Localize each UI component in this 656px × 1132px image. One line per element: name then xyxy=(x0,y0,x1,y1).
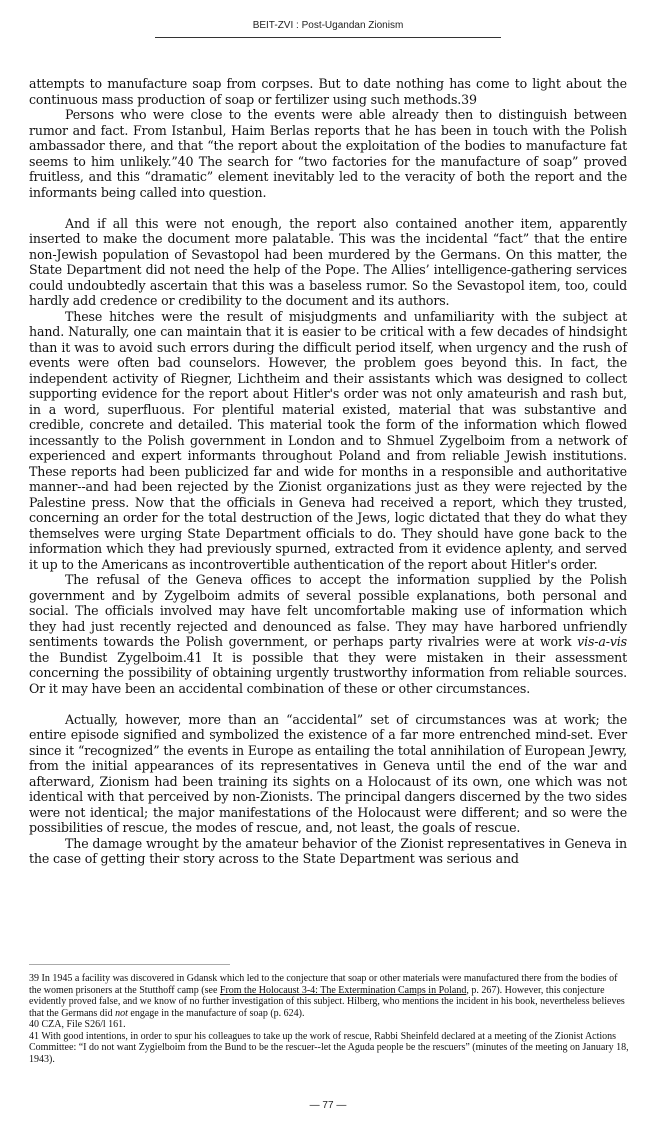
footnote-text: 39 In 1945 a facility was discovered in Gdansk which led to the conjecture that soap or other materials were manufactured there from the bodies of the women prisoners at the Stutthoff camp (see xyxy=(29,973,618,996)
paragraph: The damage wrought by the amateur behavior of the Zionist representatives in Geneva in the case of getting their story across to the State Department was serious and xyxy=(29,835,627,866)
paragraph: Actually, however, more than an “accidental” set of circumstances was at work; the entire episode signified and symbolized the existence of a far more entrenched mind-set. Ever since it “recognized” the events in Europe as entailing the total annihilation of European Jewry, from the initial appearances of its representatives in Geneva until the end of the war and afterward, Zionism had been training its sights on a Holocaust of its own, one which was not identical with that perceived by non-Zionists. The principal dangers discerned by the two sides were not identical; the major manifestations of the Holocaust were different; and so were the possibilities of rescue, the modes of rescue, and, not least, the goals of rescue. xyxy=(29,711,627,835)
paragraph-text: the Bundist Zygelboim.41 It is possible that they were mistaken in their assessment concerning the possibility of obtaining urgently trustworthy information from reliable sources. Or it may have been an accidental combination of these or other circumstances. xyxy=(29,649,627,696)
footnote-40: 40 CZA, File S26/l 161. xyxy=(29,1019,126,1030)
footnote-text: engage in the manufacture of soap (p. 624). xyxy=(127,1007,305,1019)
footnote-separator xyxy=(29,964,230,965)
paragraph: And if all this were not enough, the report also contained another item, apparently inserted to make the document more palatable. This was the incidental “fact” that the entire non-Jewish population of Sevastopol had been murdered by the Germans. On this matter, the State Department did not need the help of the Pope. The Allies’ intelligence-gathering services could undoubtedly ascertain that this was a baseless rumor. So the Sevastopol item, too, could hardly add credence or credibility to the document and its authors. xyxy=(29,215,627,308)
footnote-39 xyxy=(29,973,629,1019)
running-header: BEIT-ZVI : Post-Ugandan Zionism xyxy=(252,20,404,31)
body-text xyxy=(29,76,627,867)
paragraph: attempts to manufacture soap from corpses. But to date nothing has come to light about the continuous mass production of soap or fertilizer using such methods.39 xyxy=(29,76,627,107)
paragraph: Persons who were close to the events were able already then to distinguish between rumor and fact. From Istanbul, Haim Berlas reports that he has been in touch with the Polish ambassador there, and that “the report about the exploitation of the bodies to manufacture fat seems to him unlikely.”40 The search for “two factories for the manufacture of soap” proved fruitless, and this “dramatic” element inevitably led to the veracity of both the report and the informants being called into question. xyxy=(29,107,627,200)
page-number: — 77 — xyxy=(309,1100,347,1111)
paragraph xyxy=(29,572,627,696)
footnote-text: , p. 267). However, this conjecture evidently proved false, and we know of no further investigation of this subject. Hilberg, who mentions the incident in his book, nevertheless believes that the Germans did xyxy=(29,984,625,1019)
italic-word: not xyxy=(115,1007,128,1019)
italic-phrase: vis-a-vis xyxy=(577,634,627,649)
paragraph-text: The refusal of the Geneva offices to accept the information supplied by the Polish government and by Zygelboim admits of several possible explanations, both personal and social. The officials involved may have felt uncomfortable making use of information which they had just recently rejected and denounced as false. They may have harbored unfriendly sentiments towards the Polish government, or perhaps party rivalries were at work xyxy=(29,572,627,649)
header-rule xyxy=(155,37,501,38)
footnote-41: 41 With good intentions, in order to spur his colleagues to take up the work of rescue, Rabbi Sheinfeld declared at a meeting of the Zionist Actions Committee: “I do not want Zygielboim from the Bund to be the rescuer--let the Aguda people be the rescuers” (minutes of the meeting on January 18, 1943). xyxy=(29,1030,629,1065)
paragraph: These hitches were the result of misjudgments and unfamiliarity with the subject at hand. Naturally, one can maintain that it is easier to be critical with a few decades of hindsight than it was to avoid such errors during the difficult period itself, when urgency and the rush of events were often bad counselors. However, the problem goes beyond this. In fact, the independent activity of Riegner, Lichtheim and their assistants which was designed to collect supporting evidence for the report about Hitler's order was not only amateurish and rash but, in a word, superfluous. For plentiful material existed, material that was substantive and credible, concrete and detailed. This material took the form of the information which flowed incessantly to the Polish government in London and to Shmuel Zygelboim from a network of experienced and expert informants throughout Poland and from reliable Jewish institutions. These reports had been publicized far and wide for months in a responsible and authoritative manner--and had been rejected by the Zionist organizations just as they were rejected by the Palestine press. Now that the officials in Geneva had received a report, which they trusted, concerning an order for the total destruction of the Jews, logic dictated that they do what they themselves were urging State Department officials to do. They should have gone back to the information which they had previously spurned, extracted from it evidence aplenty, and served it up to the Americans as incontrovertible authentication of the report about Hitler's order. xyxy=(29,308,627,572)
book-title-link[interactable]: From the Holocaust 3-4: The Extermination Camps in Poland xyxy=(219,984,467,996)
footnotes xyxy=(29,973,629,1065)
